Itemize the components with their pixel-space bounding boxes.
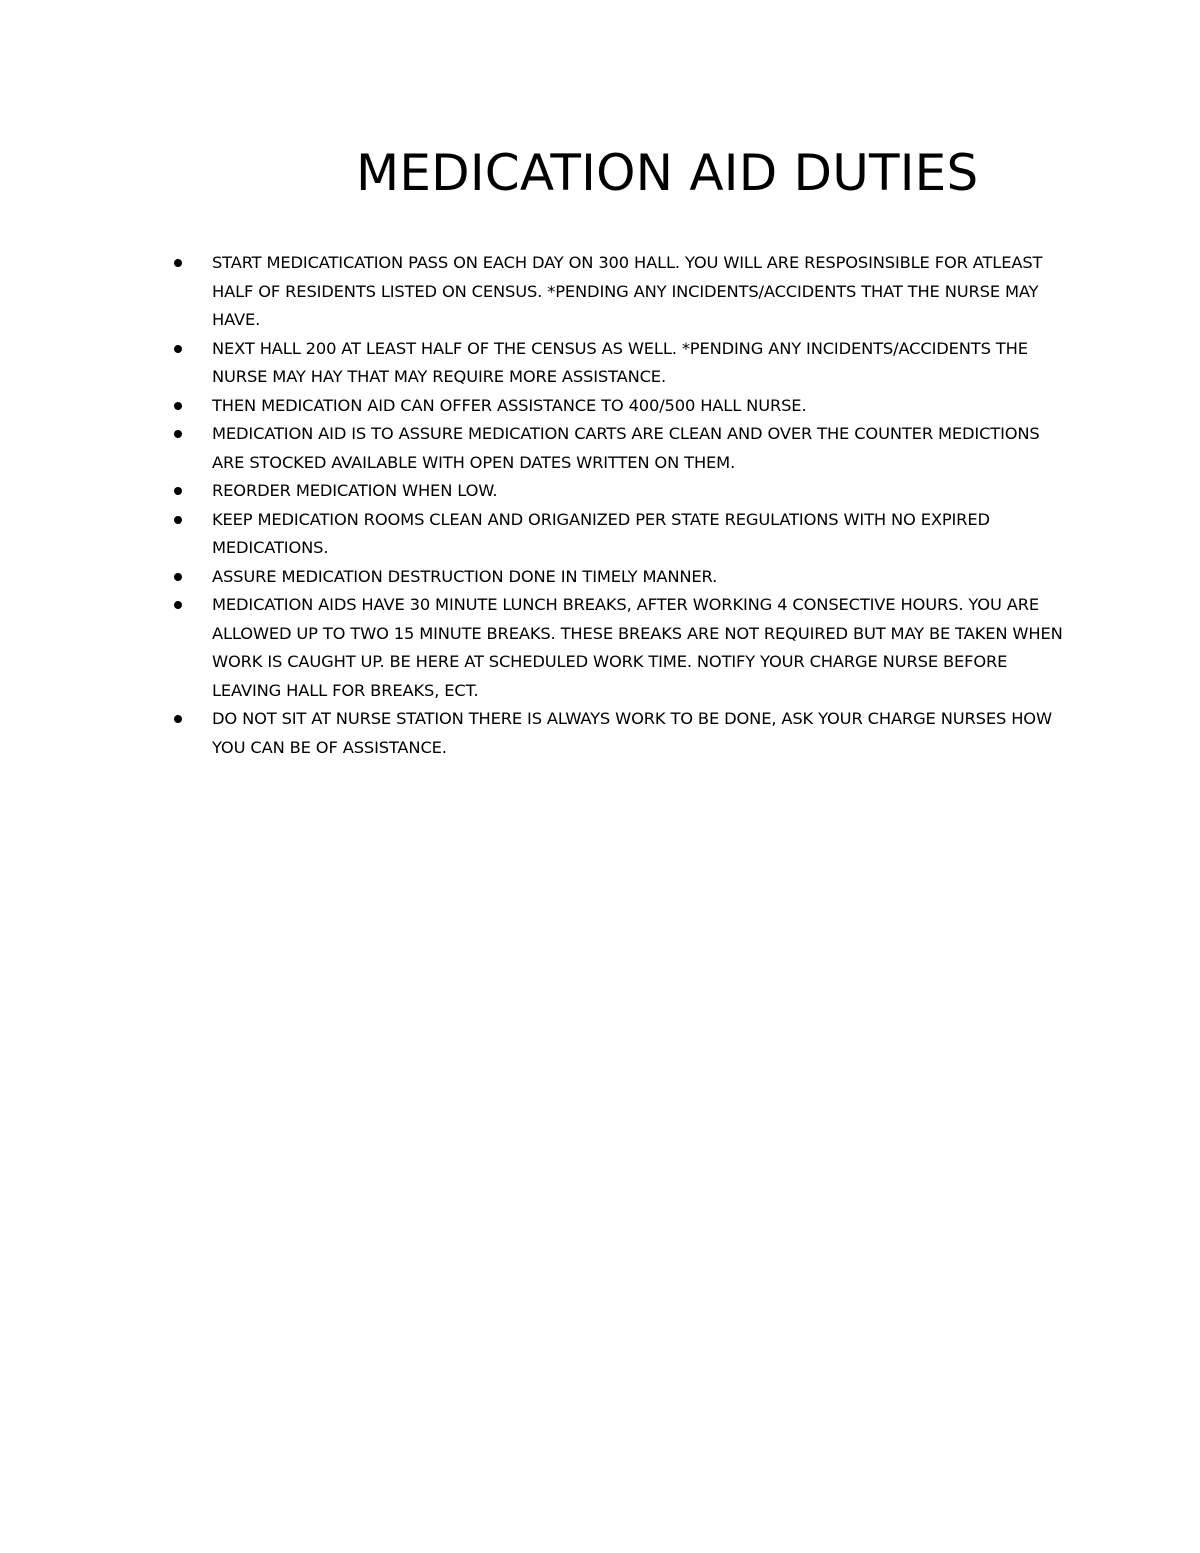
list-item-text: REORDER MEDICATION WHEN LOW. <box>212 481 498 500</box>
list-item-text: ASSURE MEDICATION DESTRUCTION DONE IN TIMELY MANNER. <box>212 566 718 586</box>
list-item <box>172 591 1072 705</box>
bullet-icon <box>174 402 182 410</box>
list-item <box>172 335 1072 392</box>
list-item-text: KEEP MEDICATION ROOMS CLEAN AND ORIGANIZED PER STATE REGULATIONS WITH NO EXPIRED MEDICATIONS. <box>212 509 990 557</box>
list-item <box>172 705 1072 762</box>
bullet-icon <box>174 573 182 581</box>
list-item <box>172 249 1072 335</box>
list-item-text: NEXT HALL 200 AT LEAST HALF OF THE CENSUS AS WELL. *PENDING ANY INCIDENTS/ACCIDENTS THE NURSE MAY HAY THAT MAY REQUIRE MORE ASSISTANCE. <box>212 338 1028 386</box>
duties-list <box>172 249 1072 762</box>
bullet-icon <box>174 715 182 723</box>
list-item-text: MEDICATION AID IS TO ASSURE MEDICATION CARTS ARE CLEAN AND OVER THE COUNTER MEDICTIONS ARE STOCKED AVAILABLE WITH OPEN DATES WRITTEN ON THEM. <box>212 424 1040 472</box>
bullet-icon <box>174 430 182 438</box>
list-item-text: THEN MEDICATION AID CAN OFFER ASSISTANCE TO 400/500 HALL NURSE. <box>212 395 807 415</box>
list-item-text: DO NOT SIT AT NURSE STATION THERE IS ALWAYS WORK TO BE DONE, ASK YOUR CHARGE NURSES HOW YOU CAN BE OF ASSISTANCE. <box>212 709 1052 757</box>
bullet-icon <box>174 487 182 495</box>
list-item <box>172 563 1072 592</box>
bullet-icon <box>174 516 182 524</box>
bullet-icon <box>174 345 182 353</box>
list-item <box>172 420 1072 477</box>
list-item-text: START MEDICATICATION PASS ON EACH DAY ON 300 HALL. YOU WILL ARE RESPOSINSIBLE FOR ATLEAST HALF OF RESIDENTS LISTED ON CENSUS. *PENDING ANY INCIDENTS/ACCIDENTS THAT THE NURSE MAY HAVE. <box>212 253 1043 329</box>
bullet-icon <box>174 259 182 267</box>
bullet-icon <box>174 601 182 609</box>
list-item <box>172 506 1072 563</box>
list-item <box>172 477 1072 506</box>
list-item-text: MEDICATION AIDS HAVE 30 MINUTE LUNCH BREAKS, AFTER WORKING 4 CONSECTIVE HOURS. YOU ARE ALLOWED UP TO TWO 15 MINUTE BREAKS. THESE BREAKS ARE NOT REQUIRED BUT MAY BE TAKEN WHEN WORK IS CAUGHT UP. BE HERE AT SCHEDULED WORK TIME. NOTIFY YOUR CHARGE NURSE BEFORE LEAVING HALL FOR BREAKS, ECT. <box>212 595 1063 700</box>
document-title: MEDICATION AID DUTIES <box>356 144 979 202</box>
list-item <box>172 392 1072 421</box>
